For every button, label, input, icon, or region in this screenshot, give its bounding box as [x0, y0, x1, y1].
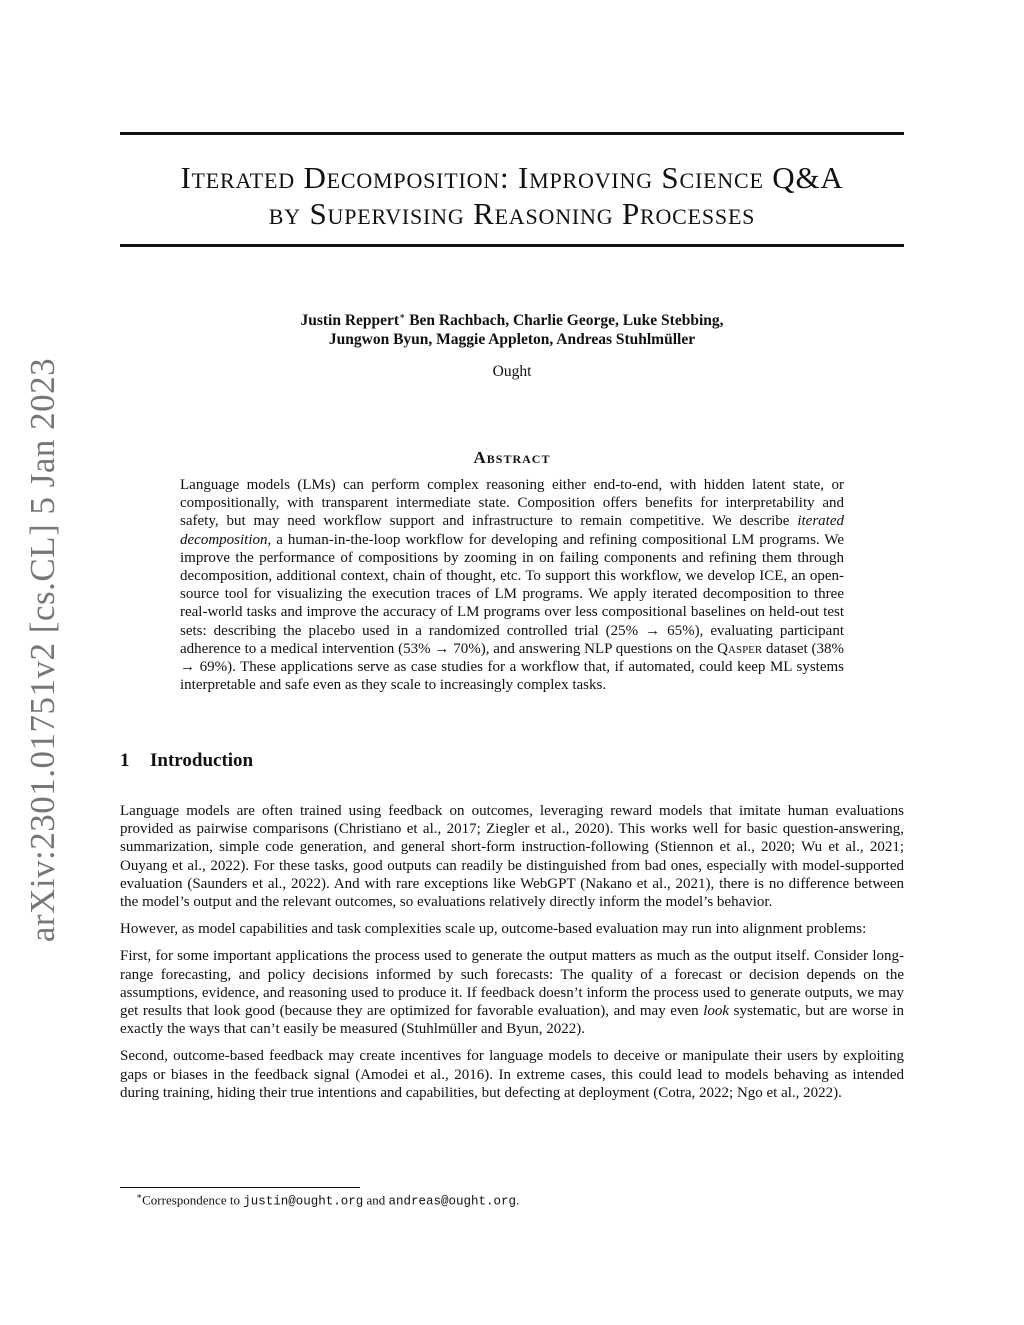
author-footnote-mark: ∗	[399, 311, 406, 321]
abstract-heading: Abstract	[473, 448, 551, 467]
arxiv-identifier: arXiv:2301.01751v2 [cs.CL] 5 Jan 2023	[23, 357, 62, 943]
title-bottom-rule	[120, 244, 904, 247]
section-number: 1	[120, 750, 130, 771]
title-line-2: by Supervising Reasoning Processes	[268, 196, 756, 231]
abstract-text-2: , a human-in-the-loop workflow for developing and refining compositional LM programs. We improve the performance of compositions by zooming in on failing components and refining them through decomposition, additional context, chain of thought, etc. To support this workflow, we develop ICE, an open-source tool for visualizing the execution traces of LM programs. We apply iterated decomposition to three real-world tasks and improve the accuracy of LM programs over less compositional baselines on held-out test sets: describing the placebo used in a randomized controlled trial (25% → 65%), evaluating participant adherence to a medical intervention (53% → 70%), and answering NLP questions on the	[180, 531, 844, 657]
paragraph-2: However, as model capabilities and task complexities scale up, outcome-based evaluation may run into alignment problems:	[120, 921, 867, 938]
abstract-text-1: Language models (LMs) can perform complex reasoning either end-to-end, with hidden latent state, or compositionally, with transparent intermediate state. Composition offers benefits for interpretability and safety, but may need workflow support and infrastructure to remain competitive. We describe	[180, 477, 844, 530]
footnote-text-3: .	[516, 1192, 520, 1208]
footnote-email-2[interactable]: andreas@ought.org	[388, 1194, 517, 1209]
abstract-body	[180, 476, 844, 694]
paper-title	[120, 160, 904, 232]
affiliation: Ought	[492, 363, 532, 380]
paragraph-3-text-a: First, for some important applications the process used to generate the output matters as much as the output itself. Consider long-range forecasting, and policy decisions informed by such forecasts: The quality of a forecast or decision depends on the assumptions, evidence, and reasoning used to produce it. If feedback doesn’t inform the process used to generate outputs, we may get results that look good (because they are optimized for favorable evaluation), and may even	[120, 948, 904, 1020]
first-author: Justin Reppert	[300, 312, 400, 330]
paragraph-3-emphasis: look	[703, 1003, 730, 1020]
footnote-text-2: and	[363, 1192, 389, 1208]
paragraph-4: Second, outcome-based feedback may create incentives for language models to deceive or manipulate their users by exploiting gaps or biases in the feedback signal (Amodei et al., 2016). In extreme cases, this could lead to models behaving as intended during training, hiding their true intentions and capabilities, but defecting at deployment (Cotra, 2022; Ngo et al., 2022).	[120, 1048, 904, 1101]
author-line-1-rest: Ben Rachbach, Charlie George, Luke Stebbing,	[405, 312, 724, 330]
arxiv-sidebar	[2, 357, 84, 943]
paragraph-3	[120, 947, 904, 1038]
footnote-email-1[interactable]: justin@ought.org	[243, 1194, 364, 1209]
paragraph-3-text-b: systematic, but are worse in exactly the ways that can’t easily be measured (Stuhlmüller and Byun, 2022).	[120, 1003, 904, 1038]
abstract-text-3: dataset (38% → 69%). These applications serve as case studies for a workflow that, if automated, could keep ML systems interpretable and safe even as they scale to increasingly complex tasks.	[180, 640, 844, 694]
title-line-1: Iterated Decomposition: Improving Science Q&A	[180, 160, 844, 195]
abstract-dataset-name: Qasper	[717, 640, 763, 657]
abstract-emphasis: iterated decomposition	[180, 513, 844, 548]
section-heading	[120, 750, 253, 772]
introduction-body	[120, 802, 904, 1111]
footnote-mark: ∗	[136, 1191, 143, 1201]
author-line-1	[180, 307, 844, 330]
footnote-rule	[120, 1187, 360, 1188]
paragraph-1: Language models are often trained using feedback on outcomes, leveraging reward models that imitate human evaluations provided as pairwise comparisons (Christiano et al., 2017; Ziegler et al., 2020). This works well for basic question-answering, summarization, simple code generation, and general short-form instruction-following (Stiennon et al., 2020; Wu et al., 2021; Ouyang et al., 2022). For these tasks, good outputs can readily be distinguished from bad ones, especially with model-supported evaluation (Saunders et al., 2022). And with rare exceptions like WebGPT (Nakano et al., 2021), there is no difference between the model’s output and the relevant outcomes, so evaluations relatively directly inform the model’s behavior.	[120, 803, 904, 911]
author-list	[180, 307, 844, 349]
footnote-text-1: Correspondence to	[142, 1192, 244, 1208]
section-title: Introduction	[150, 750, 254, 771]
title-top-rule	[120, 132, 904, 135]
author-line-2: Jungwon Byun, Maggie Appleton, Andreas Stuhlmüller	[328, 331, 696, 349]
footnote	[136, 1191, 519, 1208]
